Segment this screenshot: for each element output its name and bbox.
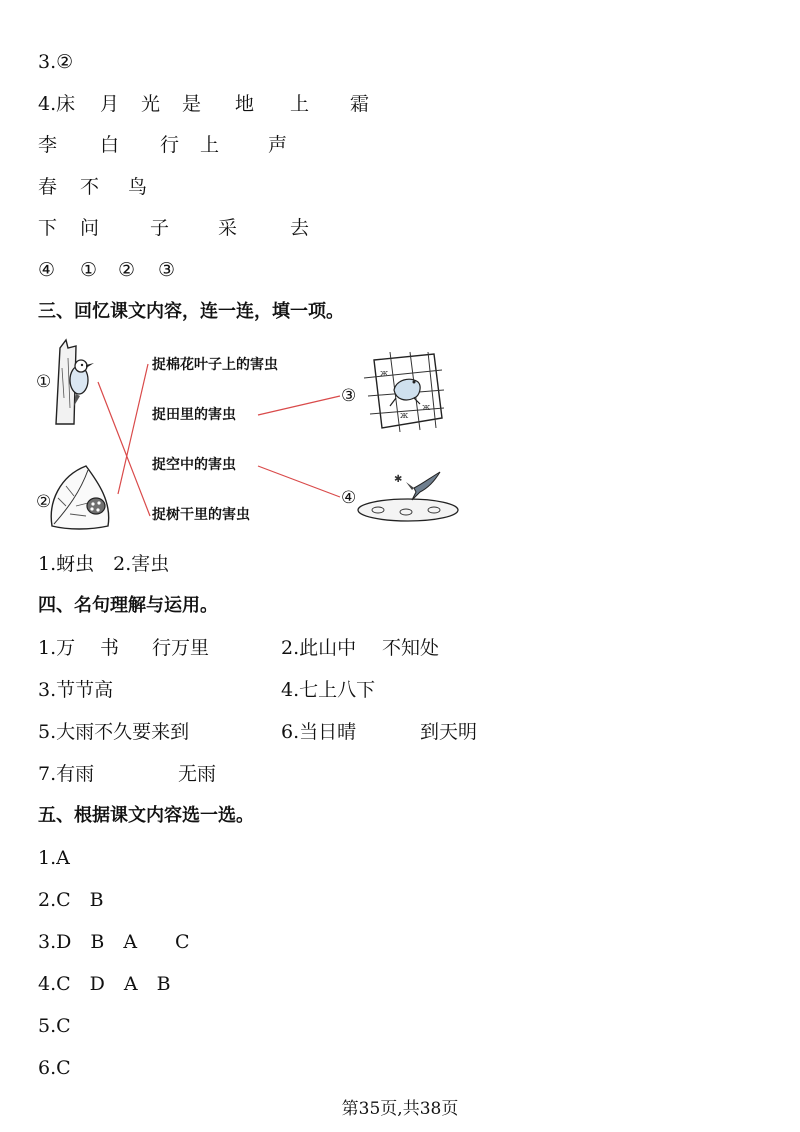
order-mark: ②: [118, 259, 136, 281]
match-label-field: 捉田里的害虫: [152, 407, 236, 423]
section-heading-4: 四、名句理解与运用。: [38, 595, 218, 616]
order-mark: ①: [80, 259, 98, 281]
match-label-air: 捉空中的害虫: [152, 457, 236, 473]
right-marker-3: ③: [341, 386, 357, 406]
svg-text:✱: ✱: [394, 474, 403, 485]
char-cell: 地: [235, 93, 255, 115]
fill-answers: 1.蚜虫 2.害虫: [38, 553, 170, 575]
choice-answer: 3.D B A C: [38, 931, 190, 953]
quote-item: 到天明: [420, 721, 478, 743]
char-cell: 春: [38, 176, 58, 198]
svg-text:ж: ж: [400, 411, 409, 421]
char-cell: 上: [290, 93, 310, 115]
char-cell: 问: [80, 217, 100, 239]
char-cell: 采: [218, 217, 238, 239]
answer-line: 3.②: [38, 51, 74, 73]
char-cell: 鸟: [128, 176, 148, 198]
quote-item: 书: [100, 637, 120, 659]
page-footer: 第35页,共38页: [341, 1099, 459, 1119]
char-cell: 上: [200, 134, 220, 156]
quote-item: 7.有雨: [38, 763, 95, 785]
char-cell: 月: [100, 93, 120, 115]
char-cell: 李: [38, 134, 58, 156]
choice-answer: 6.C: [38, 1057, 71, 1079]
match-line-2-cotton: [118, 364, 148, 494]
section-heading-3: 三、回忆课文内容，连一连，填一项。: [38, 301, 344, 322]
char-cell: 声: [268, 134, 288, 156]
svg-text:ж: ж: [422, 403, 431, 413]
quote-item: 5.大雨不久要来到: [38, 721, 190, 743]
quote-item: 2.此山中: [281, 637, 357, 659]
choice-answer: 2.C B: [38, 889, 104, 911]
quote-item: 行万里: [152, 637, 210, 659]
char-cell: 下: [38, 217, 58, 239]
match-line-4-air: [258, 466, 340, 497]
quote-item: 1.万: [38, 637, 76, 659]
svg-text:ж: ж: [380, 369, 389, 379]
char-cell: 光: [141, 93, 161, 115]
match-line-3-field: [258, 396, 340, 415]
quote-item: 6.当日晴: [281, 721, 357, 743]
match-label-trunk: 捉树干里的害虫: [152, 507, 250, 523]
char-cell: 霜: [350, 93, 370, 115]
quote-item: 3.节节高: [38, 679, 114, 701]
quote-item: 4.七上八下: [281, 679, 376, 701]
left-marker-1: ①: [36, 372, 52, 392]
match-line-1-trunk: [98, 382, 150, 516]
order-mark: ④: [38, 259, 56, 281]
char-cell: 去: [290, 217, 310, 239]
char-cell: 白: [100, 134, 120, 156]
char-cell: 是: [182, 93, 202, 115]
match-label-cotton: 捉棉花叶子上的害虫: [152, 357, 278, 373]
char-cell: 4.床: [38, 93, 76, 115]
char-cell: 不: [80, 176, 100, 198]
choice-answer: 1.A: [38, 847, 70, 869]
right-marker-4: ④: [341, 488, 357, 508]
section-heading-5: 五、根据课文内容选一选。: [38, 805, 254, 826]
left-marker-2: ②: [36, 492, 52, 512]
char-cell: 子: [150, 217, 170, 239]
char-cell: 行: [160, 134, 180, 156]
quote-item: 不知处: [382, 637, 440, 659]
choice-answer: 4.C D A B: [38, 973, 171, 995]
quote-item: 无雨: [178, 763, 217, 785]
choice-answer: 5.C: [38, 1015, 71, 1037]
order-mark: ③: [158, 259, 176, 281]
